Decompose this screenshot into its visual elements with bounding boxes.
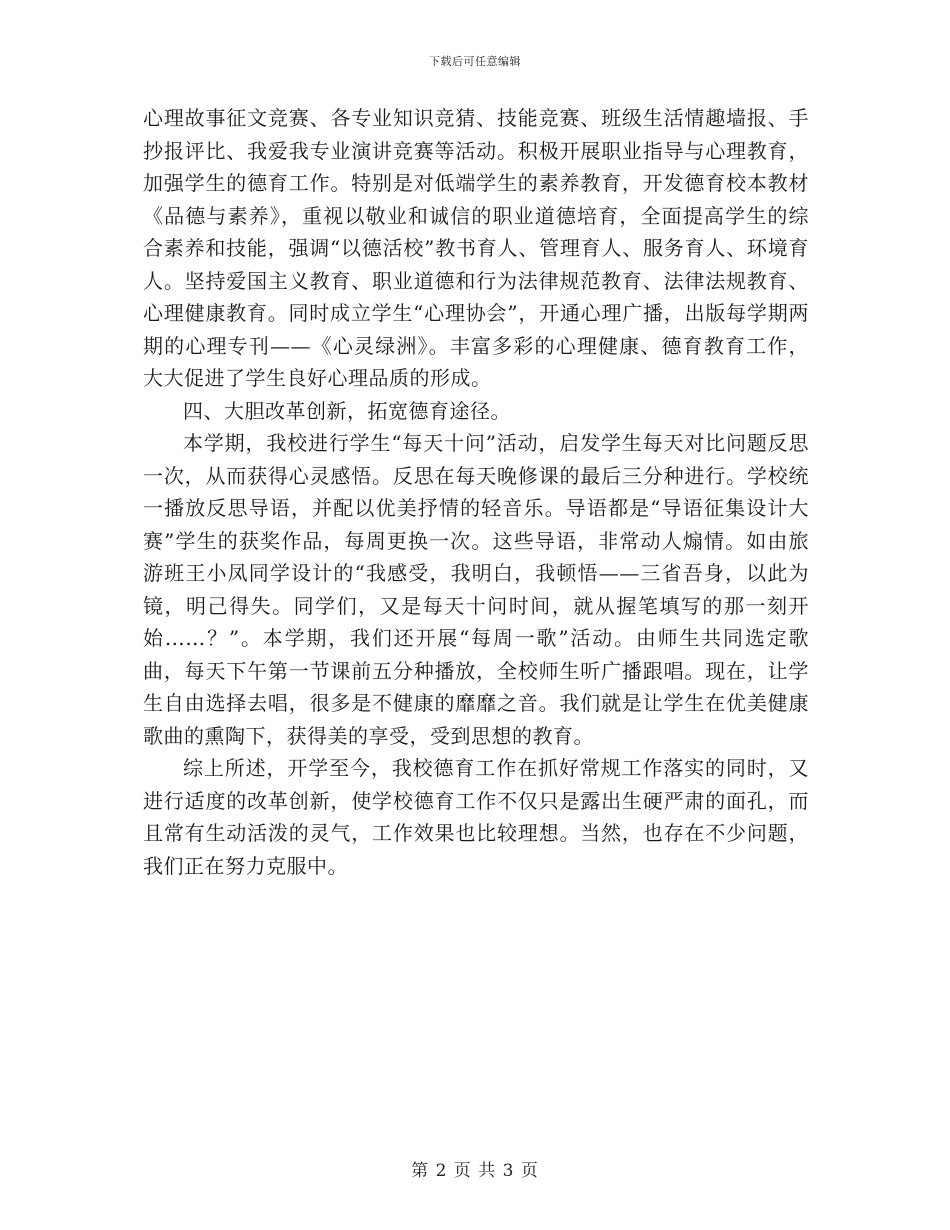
document-body bbox=[143, 102, 809, 882]
paragraph-summary: 综上所述，开学至今，我校德育工作在抓好常规工作落实的同时，又进行适度的改革创新，使学校德育工作不仅只是露出生硬严肃的面孔，而且常有生动活泼的灵气，工作效果也比较理想。当然，也存在不少问题，我们正在努力克服中。 bbox=[143, 756, 809, 878]
header-note: 下载后可任意编辑 bbox=[429, 55, 521, 68]
section-heading: 四、大胆改革创新，拓宽德育途径。 bbox=[183, 398, 511, 423]
paragraph-continuation: 心理故事征文竞赛、各专业知识竞猜、技能竞赛、班级生活情趣墙报、手抄报评比、我爱我专业演讲竞赛等活动。积极开展职业指导与心理教育，加强学生的德育工作。特别是对低端学生的素养教育，开发德育校本教材《品德与素养》，重视以敬业和诚信的职业道德培育，全面提高学生的综合素养和技能，强调“以德活校”教书育人、管理育人、服务育人、环境育人。坚持爱国主义教育、职业道德和行为法律规范教育、法律法规教育、心理健康教育。同时成立学生“心理协会”，开通心理广播，出版每学期两期的心理专刊——《心灵绿洲》。丰富多彩的心理健康、德育教育工作，大大促进了学生良好心理品质的形成。 bbox=[143, 106, 809, 390]
page-number: 第 2 页 共 3 页 bbox=[411, 1161, 539, 1181]
paragraph-daily-reflection: 本学期，我校进行学生“每天十问”活动，启发学生每天对比问题反思一次，从而获得心灵感悟。反思在每天晚修课的最后三分种进行。学校统一播放反思导语，并配以优美抒情的轻音乐。导语都是“导语征集设计大赛”学生的获奖作品，每周更换一次。这些导语，非常动人煽情。如由旅游班王小凤同学设计的“我感受，我明白，我顿悟——三省吾身，以此为镜，明己得失。同学们，又是每天十问时间，就从握笔填写的那一刻开始……？”。本学期，我们还开展“每周一歌”活动。由师生共同选定歌曲，每天下午第一节课前五分种播放，全校师生听广播跟唱。现在，让学生自由选择去唱，很多是不健康的靡靡之音。我们就是让学生在优美健康歌曲的熏陶下，获得美的享受，受到思想的教育。 bbox=[143, 431, 809, 748]
